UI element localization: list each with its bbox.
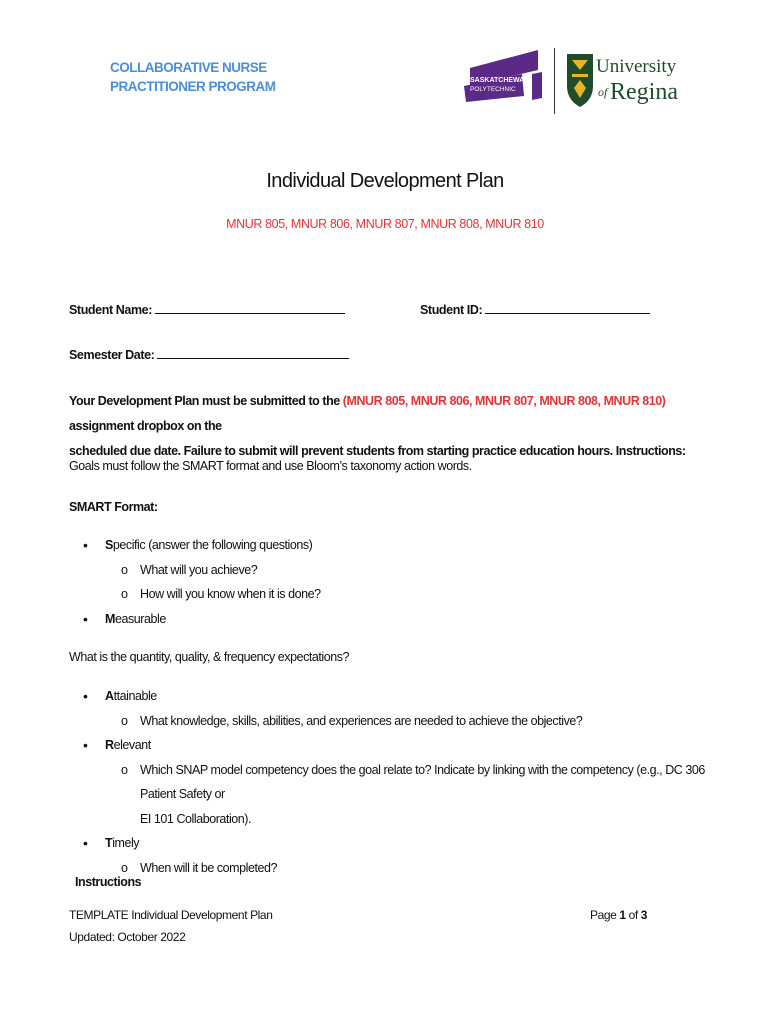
sub-bullet-icon: o bbox=[121, 860, 128, 875]
specific-letter: S bbox=[105, 538, 113, 552]
goals-text: Goals must follow the SMART format and use Bloom’s taxonomy action words. bbox=[69, 459, 472, 473]
student-name-label: Student Name: bbox=[69, 303, 153, 317]
university-of-regina-wordmark bbox=[596, 52, 678, 105]
relevant-question-1-line2: EI 101 Collaboration). bbox=[140, 811, 252, 826]
student-name-field[interactable] bbox=[69, 302, 345, 317]
smart-heading-text: SMART Format: bbox=[69, 500, 158, 514]
student-name-line[interactable] bbox=[155, 302, 345, 314]
sask-poly-line1: SASKATCHEWAN bbox=[470, 77, 530, 84]
specific-question-1: What will you achieve? bbox=[140, 562, 258, 577]
instructions-heading-text: Instructions bbox=[75, 875, 142, 889]
page-total: 3 bbox=[640, 908, 648, 922]
timely-letter: T bbox=[105, 836, 113, 850]
attainable-text: ttainable bbox=[113, 689, 157, 703]
attainable-letter: A bbox=[105, 689, 114, 703]
relevant-question-1-line1: Which SNAP model competency does the goal relate to? Indicate by linking with the competency (e.g., DC 306 Patient Safety or bbox=[140, 762, 705, 801]
student-id-label: Student ID: bbox=[420, 303, 483, 317]
specific-text: pecific (answer the following questions) bbox=[112, 538, 313, 552]
page-prefix: Page bbox=[590, 908, 620, 922]
student-id-field[interactable] bbox=[420, 302, 650, 317]
submission-text-1: Your Development Plan must be submitted to the bbox=[69, 394, 343, 408]
logo-divider bbox=[554, 48, 555, 114]
submission-text-2: assignment dropbox on the bbox=[69, 419, 222, 433]
semester-date-line[interactable] bbox=[157, 347, 349, 359]
uofr-line1: University bbox=[596, 56, 677, 77]
specific-question-2: How will you know when it is done? bbox=[140, 587, 321, 601]
list-subitem bbox=[69, 558, 729, 583]
sask-poly-line2: POLYTECHNIC bbox=[470, 86, 516, 93]
document-title: Individual Development Plan bbox=[266, 170, 504, 192]
semester-date-field[interactable] bbox=[69, 347, 349, 362]
student-id-line[interactable] bbox=[485, 302, 650, 314]
timely-question-1: When will it be completed? bbox=[140, 860, 277, 875]
smart-list-1 bbox=[69, 533, 729, 631]
program-title-line2: PRACTITIONER PROGRAM bbox=[110, 79, 276, 94]
footer-left bbox=[69, 904, 272, 948]
list-subitem bbox=[69, 582, 729, 607]
list-item-attainable bbox=[69, 684, 729, 709]
semester-date-label: Semester Date: bbox=[69, 348, 155, 362]
measurable-letter: M bbox=[105, 611, 115, 626]
submission-course-codes: (MNUR 805, MNUR 806, MNUR 807, MNUR 808, MNUR 810) bbox=[342, 394, 666, 408]
attainable-question-1: What knowledge, skills, abilities, and experiences are needed to achieve the objective? bbox=[140, 713, 583, 728]
submission-text-3: scheduled due date. Failure to submit will prevent students from starting practice education hours. Instructions: bbox=[69, 444, 686, 458]
sub-bullet-icon: o bbox=[121, 762, 128, 777]
program-title-line1: COLLABORATIVE NURSE bbox=[110, 60, 267, 75]
instructions-heading bbox=[75, 870, 715, 895]
list-item-specific bbox=[69, 533, 729, 558]
submission-paragraph bbox=[69, 389, 709, 464]
measurable-text: easurable bbox=[114, 611, 166, 626]
list-item-timely bbox=[69, 831, 729, 856]
list-subitem bbox=[69, 758, 729, 832]
course-codes: MNUR 805, MNUR 806, MNUR 807, MNUR 808, MNUR 810 bbox=[226, 217, 544, 231]
quantity-question: What is the quantity, quality, & frequency expectations? bbox=[69, 650, 350, 664]
relevant-letter: R bbox=[105, 738, 114, 752]
footer-updated: Updated: October 2022 bbox=[69, 930, 186, 944]
program-title bbox=[110, 58, 310, 96]
smart-heading bbox=[69, 495, 709, 520]
list-item-measurable bbox=[69, 607, 729, 632]
uofr-line2: Regina bbox=[610, 79, 678, 105]
uofr-of: of bbox=[598, 85, 608, 99]
page-of: of bbox=[625, 908, 641, 922]
smart-list-2 bbox=[69, 684, 729, 880]
footer-template-name: TEMPLATE Individual Development Plan bbox=[69, 908, 273, 922]
page-current: 1 bbox=[619, 908, 626, 922]
timely-text: imely bbox=[112, 836, 140, 850]
university-of-regina-shield-icon bbox=[566, 52, 594, 108]
footer-page-number bbox=[590, 904, 647, 926]
sub-bullet-icon: o bbox=[121, 587, 128, 601]
relevant-text: elevant bbox=[113, 738, 151, 752]
sub-bullet-icon: o bbox=[121, 562, 128, 577]
list-subitem bbox=[69, 709, 729, 734]
list-item-relevant bbox=[69, 733, 729, 758]
saskatchewan-polytechnic-logo bbox=[462, 46, 544, 104]
sub-bullet-icon: o bbox=[121, 713, 128, 728]
